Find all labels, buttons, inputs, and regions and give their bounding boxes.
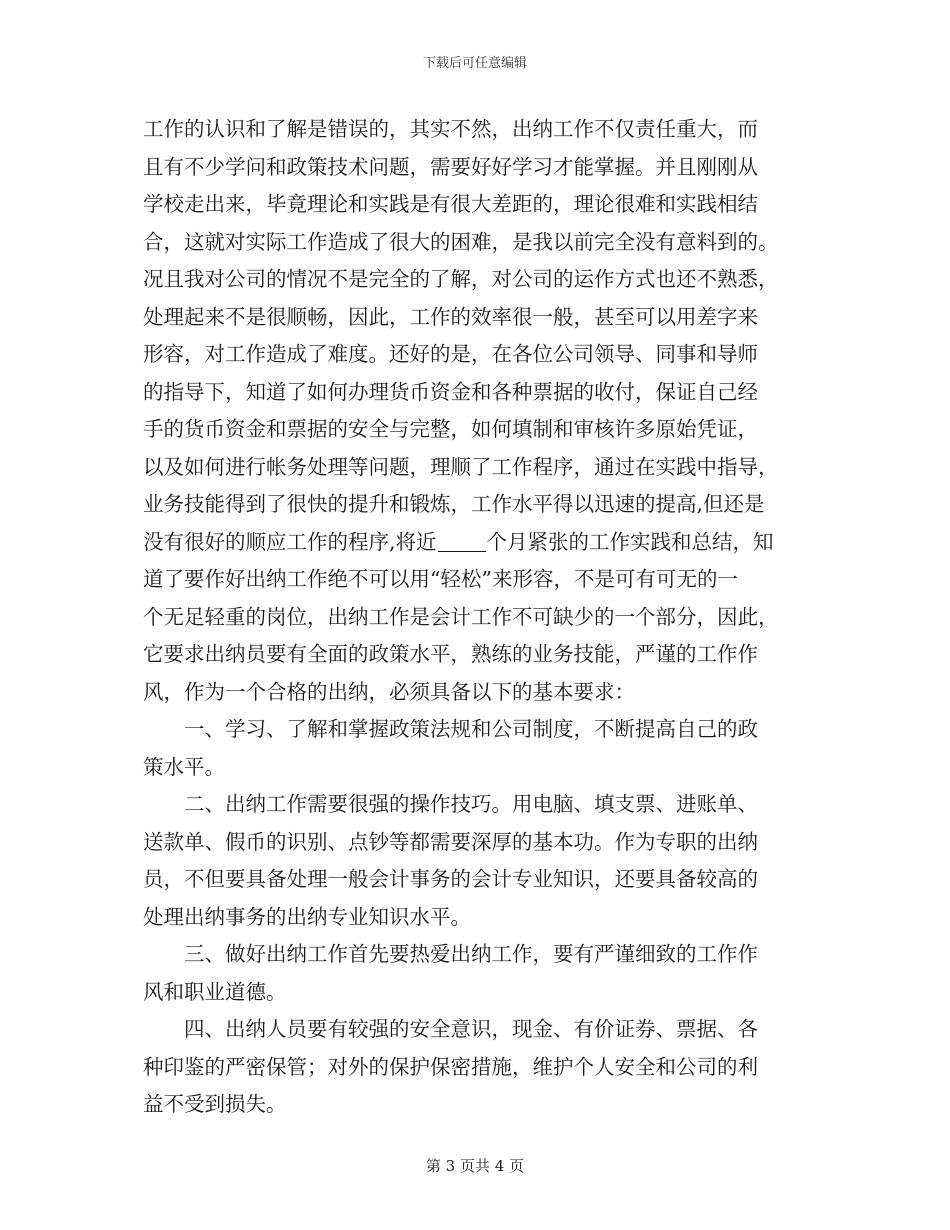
text-line: 的指导下，知道了如何办理货币资金和各种票据的收付，保证自己经 xyxy=(143,379,758,404)
page-header: 下载后可任意编辑 xyxy=(422,56,527,71)
fill-in-blank xyxy=(438,550,486,552)
text-segment: 没有很好的顺应工作的程序,将近 xyxy=(143,529,437,554)
text-line: 工作的认识和了解是错误的，其实不然，出纳工作不仅责任重大，而 xyxy=(143,117,758,141)
list-item-2-line: 二、出纳工作需要很强的操作技巧。用电脑、填支票、进账单、 xyxy=(184,792,758,816)
list-item-3-line: 三、做好出纳工作首先要热爱出纳工作，要有严谨细致的工作作 xyxy=(184,942,758,966)
list-item-2-line: 送款单、假币的识别、点钞等都需要深厚的基本功。作为专职的出纳 xyxy=(143,829,758,854)
list-item-1-line: 策水平。 xyxy=(143,754,225,779)
text-line: 个无足轻重的岗位，出纳工作是会计工作不可缺少的一个部分，因此， xyxy=(143,604,779,629)
list-item-1-line: 一、学习、了解和掌握政策法规和公司制度，不断提高自己的政 xyxy=(184,717,758,741)
list-item-2-line: 处理出纳事务的出纳专业知识水平。 xyxy=(143,904,471,929)
text-line: 合，这就对实际工作造成了很大的困难，是我以前完全没有意料到的。 xyxy=(143,229,779,254)
list-item-4-line: 种印鉴的严密保管；对外的保护保密措施，维护个人安全和公司的利 xyxy=(143,1054,758,1079)
text-line: 处理起来不是很顺畅，因此，工作的效率很一般，甚至可以用差字来 xyxy=(143,304,758,329)
text-line: 形容，对工作造成了难度。还好的是，在各位公司领导、同事和导师 xyxy=(143,342,758,366)
text-line: 学校走出来，毕竟理论和实践是有很大差距的，理论很难和实践相结 xyxy=(143,192,758,216)
text-line: 以及如何进行帐务处理等问题，理顺了工作程序，通过在实践中指导， xyxy=(143,454,779,479)
list-item-3-line: 风和职业道德。 xyxy=(143,979,287,1004)
text-segment: 个月紧张的工作实践和总结，知 xyxy=(486,529,774,554)
list-item-4-line: 四、出纳人员要有较强的安全意识，现金、有价证券、票据、各 xyxy=(184,1017,758,1041)
document-body xyxy=(143,111,803,1124)
page-number: 第 3 页共 4 页 xyxy=(425,1157,525,1175)
text-line: 它要求出纳员要有全面的政策水平，熟练的业务技能，严谨的工作作 xyxy=(143,642,758,666)
text-line-with-blank xyxy=(143,524,803,562)
text-line: 道了要作好出纳工作绝不可以用“轻松”来形容，不是可有可无的一 xyxy=(143,567,738,591)
text-line: 业务技能得到了很快的提升和锻炼，工作水平得以迅速的提高,但还是 xyxy=(143,492,765,516)
text-line: 且有不少学问和政策技术问题，需要好好学习才能掌握。并且刚刚从 xyxy=(143,154,758,179)
list-item-2-line: 员，不但要具备处理一般会计事务的会计专业知识，还要具备较高的 xyxy=(143,867,758,891)
text-line: 况且我对公司的情况不是完全的了解，对公司的运作方式也还不熟悉， xyxy=(143,267,779,291)
text-line: 手的货币资金和票据的安全与完整，如何填制和审核许多原始凭证， xyxy=(143,417,758,441)
list-item-4-line: 益不受到损失。 xyxy=(143,1092,287,1116)
text-line: 风，作为一个合格的出纳，必须具备以下的基本要求： xyxy=(143,679,635,704)
